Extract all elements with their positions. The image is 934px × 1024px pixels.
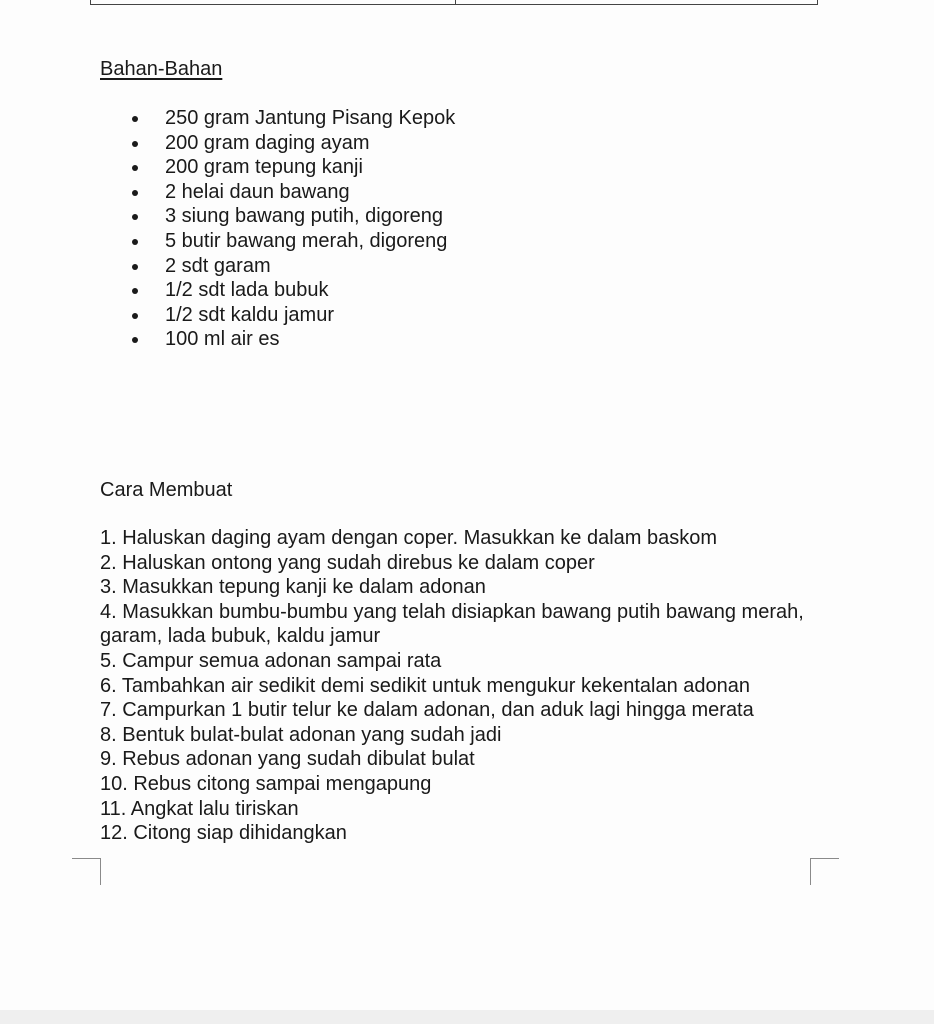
step-item: 7. Campurkan 1 butir telur ke dalam adonan, dan aduk lagi hingga merata bbox=[100, 699, 754, 722]
bullet-icon bbox=[132, 337, 138, 343]
bullet-icon bbox=[132, 165, 138, 171]
step-item: 10. Rebus citong sampai mengapung bbox=[100, 772, 432, 795]
bullet-icon bbox=[132, 214, 138, 220]
ingredient-text: 250 gram Jantung Pisang Kepok bbox=[165, 107, 456, 129]
bullet-icon bbox=[132, 239, 138, 245]
step-item: 4. Masukkan bumbu-bumbu yang telah disiapkan bawang putih bawang merah, garam, lada bubuk, kaldu jamur bbox=[100, 600, 804, 648]
bullet-icon bbox=[132, 190, 138, 196]
ingredient-item bbox=[0, 180, 455, 205]
step-item: 8. Bentuk bulat-bulat adonan yang sudah jadi bbox=[100, 723, 502, 746]
ingredient-item bbox=[0, 131, 455, 156]
steps-list bbox=[100, 526, 820, 846]
ingredient-text: 5 butir bawang merah, digoreng bbox=[165, 229, 448, 252]
ingredient-item bbox=[0, 155, 455, 180]
bullet-icon bbox=[132, 313, 138, 319]
ingredient-item bbox=[0, 254, 455, 279]
ingredient-text: 1/2 sdt lada bubuk bbox=[165, 279, 329, 302]
table-bottom-edge bbox=[90, 0, 818, 5]
ingredients-list bbox=[0, 106, 455, 352]
ingredient-item bbox=[0, 278, 455, 303]
step-item: 12. Citong siap dihidangkan bbox=[100, 822, 347, 845]
page-gap bbox=[0, 1010, 934, 1024]
ingredient-text: 200 gram daging ayam bbox=[165, 131, 370, 154]
ingredient-text: 2 sdt garam bbox=[165, 254, 271, 277]
step-item: 11. Angkat lalu tiriskan bbox=[100, 797, 299, 820]
table-column-divider bbox=[455, 0, 456, 5]
ingredient-text: 100 ml air es bbox=[165, 328, 280, 351]
ingredient-text: 200 gram tepung kanji bbox=[165, 156, 363, 179]
step-item: 3. Masukkan tepung kanji ke dalam adonan bbox=[100, 576, 486, 599]
bullet-icon bbox=[132, 264, 138, 270]
ingredient-item bbox=[0, 106, 455, 131]
page-margin-corner-left bbox=[72, 858, 101, 885]
step-item: 6. Tambahkan air sedikit demi sedikit untuk mengukur kekentalan adonan bbox=[100, 674, 751, 697]
ingredient-text: 1/2 sdt kaldu jamur bbox=[165, 303, 334, 326]
ingredient-text: 2 helai daun bawang bbox=[165, 180, 350, 203]
step-item: 5. Campur semua adonan sampai rata bbox=[100, 649, 442, 672]
ingredient-item bbox=[0, 303, 455, 328]
bullet-icon bbox=[132, 116, 138, 122]
steps-heading: Cara Membuat bbox=[100, 479, 233, 501]
ingredient-item bbox=[0, 229, 455, 254]
ingredient-item bbox=[0, 327, 455, 352]
bullet-icon bbox=[132, 288, 138, 294]
ingredients-heading: Bahan-Bahan bbox=[100, 58, 223, 80]
step-item: 1. Haluskan daging ayam dengan coper. Masukkan ke dalam baskom bbox=[100, 527, 718, 549]
ingredient-text: 3 siung bawang putih, digoreng bbox=[165, 205, 443, 228]
ingredient-item bbox=[0, 204, 455, 229]
step-item: 2. Haluskan ontong yang sudah direbus ke dalam coper bbox=[100, 551, 595, 574]
page-margin-corner-right bbox=[810, 858, 839, 885]
step-item: 9. Rebus adonan yang sudah dibulat bulat bbox=[100, 748, 475, 771]
bullet-icon bbox=[132, 141, 138, 147]
